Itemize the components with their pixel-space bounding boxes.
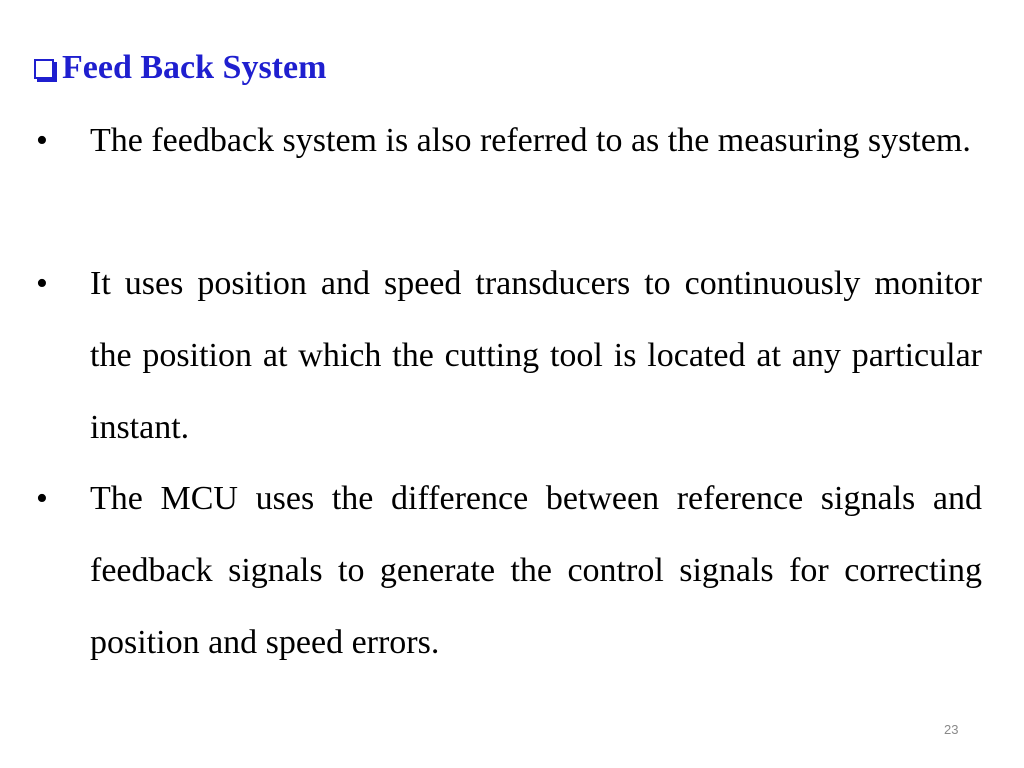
bullet-marker: • xyxy=(36,480,48,517)
bullet-marker: • xyxy=(36,265,48,302)
slide-title: Feed Back System xyxy=(62,49,327,86)
bullet-text: The feedback system is also referred to as the measuring system. xyxy=(90,122,971,159)
bullet-marker: • xyxy=(36,122,48,159)
page-number: 23 xyxy=(944,722,959,737)
bullet-text: The MCU uses the difference between reference signals and feedback signals to generate the control signals for correcting position and speed errors. xyxy=(90,480,982,661)
bullet-text: It uses position and speed transducers to continuously monitor the position at which the cutting tool is located at any particular instant. xyxy=(90,265,982,446)
